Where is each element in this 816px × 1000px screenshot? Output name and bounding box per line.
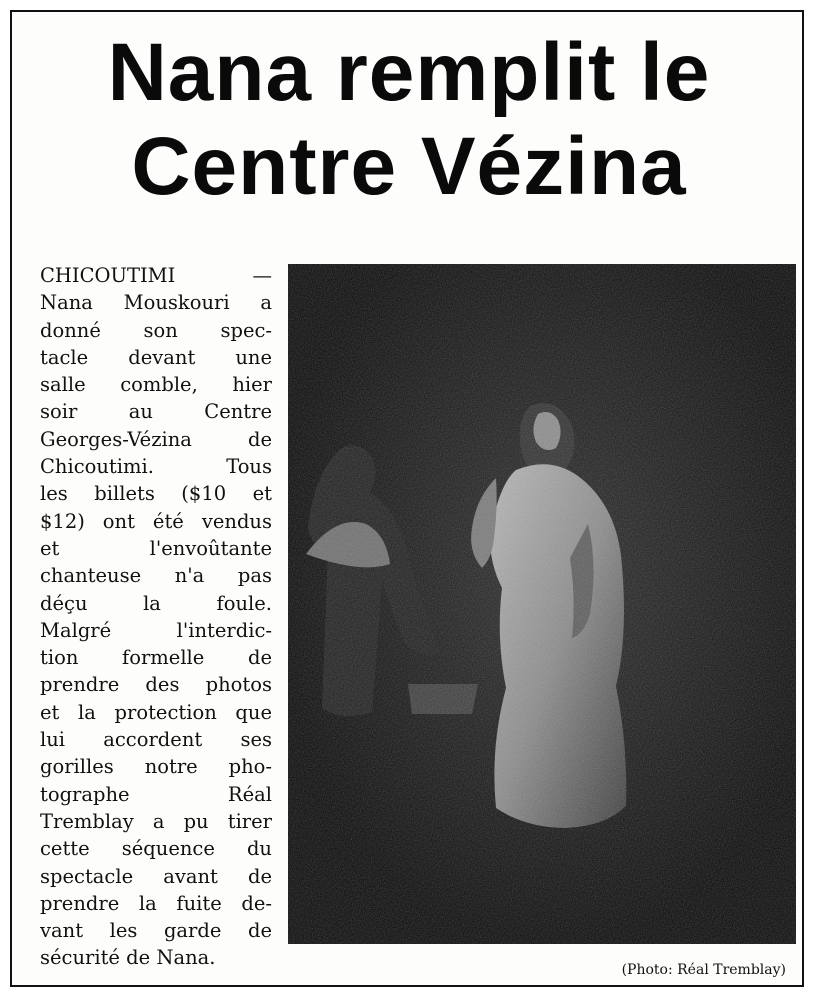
- body-line: $12) ont été vendus: [40, 509, 272, 533]
- body-line: déçu la foule.: [40, 591, 272, 615]
- headline-line-2: Centre Vézina: [131, 121, 687, 212]
- body-line: prendre la fuite de-: [40, 891, 272, 915]
- body-line: lui accordent ses: [40, 728, 272, 752]
- concert-photo: [288, 264, 796, 944]
- body-line: les billets ($10 et: [40, 482, 272, 506]
- body-line: gorilles notre pho-: [40, 755, 272, 779]
- body-line: cette séquence du: [40, 837, 272, 861]
- body-line: Malgré l'interdic-: [40, 618, 272, 642]
- body-line: sécurité de Nana.: [40, 946, 216, 970]
- body-line: et la protection que: [40, 700, 272, 724]
- newspaper-clipping: [10, 10, 804, 987]
- body-line: chanteuse n'a pas: [40, 564, 272, 588]
- body-line: tacle devant une: [40, 345, 272, 369]
- body-line: salle comble, hier: [40, 373, 272, 397]
- body-line: Nana Mouskouri a: [40, 291, 272, 315]
- body-line: soir au Centre: [40, 400, 272, 424]
- body-line: vant les garde de: [40, 919, 272, 943]
- body-line: tographe Réal: [40, 782, 272, 806]
- body-line: et l'envoûtante: [40, 536, 272, 560]
- article-body: [40, 262, 272, 972]
- photo-credit: (Photo: Réal Tremblay): [621, 962, 786, 978]
- body-line: donné son spec-: [40, 318, 272, 342]
- body-line: Tremblay a pu tirer: [40, 809, 272, 833]
- headline: [12, 26, 806, 214]
- headline-line-1: Nana remplit le: [107, 27, 711, 118]
- body-line: prendre des photos: [40, 673, 272, 697]
- body-line: Chicoutimi. Tous: [40, 455, 272, 479]
- body-line: spectacle avant de: [40, 864, 272, 888]
- body-line: Georges-Vézina de: [40, 427, 272, 451]
- body-line: tion formelle de: [40, 646, 272, 670]
- body-line: CHICOUTIMI —: [40, 264, 272, 287]
